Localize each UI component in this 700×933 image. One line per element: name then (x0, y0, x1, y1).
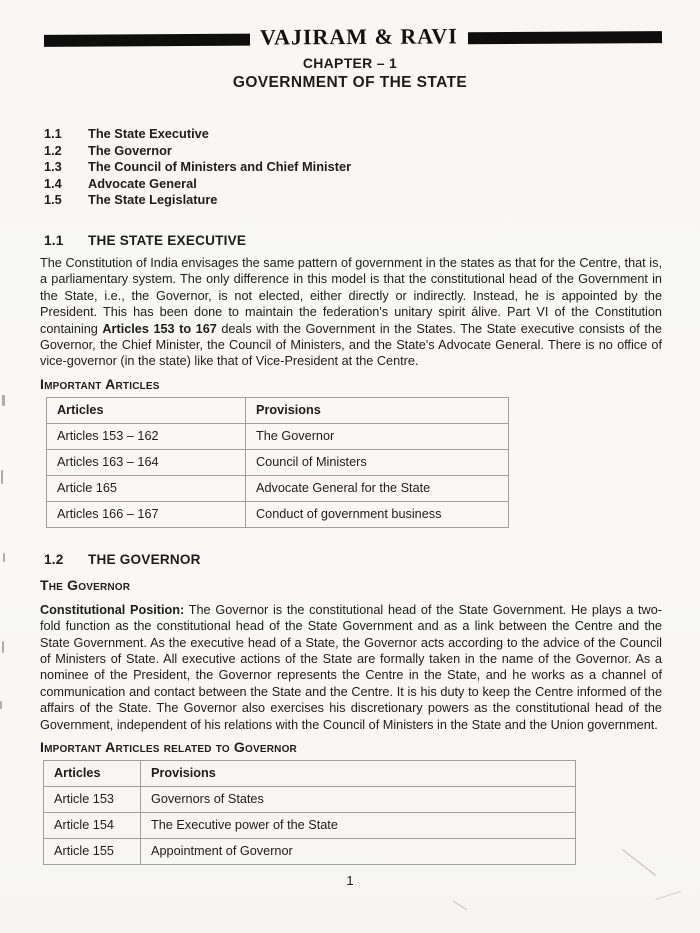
table-row (47, 475, 509, 501)
provisions-column-header: Provisions (141, 761, 576, 787)
masthead (44, 24, 662, 54)
scan-scratch (453, 901, 467, 910)
masthead-right-bar (468, 31, 662, 44)
section-heading-1-2 (44, 552, 662, 567)
table-row (47, 501, 509, 527)
toc-item (44, 192, 662, 209)
toc-item-label: The State Executive (88, 126, 209, 141)
paragraph-text: The Governor is the constitutional head of the State Government. He plays a two-fold function as the constitutional head of the State Government and as a link between the Centre and the State Government. As the executive head of a State, the Governor acts according to the advice of the Council of Ministers of State. All executive actions of the State are formally taken in the name of the Governor. As a nominee of the President, the Governor represents the Centre in the State, and he works as a channel of communication and contact between the State and the Centre. It is his duty to keep the Centre informed of the affairs of the State. The Governor also exercises his discretionary powers as the constitutional head of the Government, independent of his relations with the Council of Ministers in the State and the Union government. (40, 602, 662, 732)
table-header-row (47, 397, 509, 423)
page-number: 1 (346, 873, 354, 889)
scan-artifact (0, 701, 2, 709)
article-cell: Articles 163 – 164 (47, 449, 246, 475)
article-cell: Articles 166 – 167 (47, 501, 246, 527)
section-number: 1.1 (44, 232, 64, 248)
important-articles-label: Important Articles (40, 375, 160, 392)
toc-item-number: 1.1 (44, 126, 62, 141)
toc-item-label: The Council of Ministers and Chief Minister (88, 159, 352, 175)
masthead-left-bar (44, 34, 250, 47)
scan-scratch (655, 891, 680, 900)
table-row (44, 839, 576, 865)
article-cell: Article 155 (44, 839, 141, 865)
governor-articles-table (43, 760, 576, 865)
toc-item-label: The Governor (88, 142, 172, 158)
provision-cell: Council of Ministers (246, 449, 509, 475)
articles-column-header: Articles (47, 397, 246, 423)
article-cell: Article 153 (44, 787, 141, 813)
scan-artifact (3, 553, 5, 562)
toc-item (44, 126, 662, 143)
toc-item (44, 159, 662, 176)
provisions-column-header: Provisions (246, 397, 509, 423)
publisher-brand: VAJIRAM & RAVI (259, 23, 458, 50)
articles-column-header: Articles (44, 761, 141, 787)
toc-item-label: Advocate General (88, 175, 197, 191)
article-cell: Articles 153 – 162 (47, 423, 246, 449)
section-title: THE GOVERNOR (88, 551, 201, 567)
provision-cell: Conduct of government business (246, 501, 509, 527)
the-governor-subheading: The Governor (40, 576, 131, 593)
section-1-1-paragraph (40, 255, 662, 370)
provision-cell: Advocate General for the State (246, 475, 509, 501)
scan-artifact (2, 395, 5, 406)
toc-item (44, 176, 662, 193)
provision-cell: The Governor (246, 423, 509, 449)
chapter-heading: CHAPTER – 1 (302, 55, 398, 71)
section-1-2-paragraph (40, 602, 662, 733)
scan-scratch (622, 849, 656, 876)
section-title: THE STATE EXECUTIVE (88, 232, 247, 248)
paragraph-bold-text: Articles 153 to 167 (102, 321, 217, 336)
article-cell: Article 154 (44, 813, 141, 839)
section-heading-1-1 (44, 233, 662, 248)
table-row (47, 423, 509, 449)
paragraph-bold-lead: Constitutional Position: (40, 602, 185, 617)
paragraph-text: deals with the Government in the States. The State executive consists of the Governor, the Chief Minister, the Council of Ministers, and the State's Advocate General. There is no office of vice-governor (in the state) like that of Vice-President at the Centre. (40, 321, 662, 369)
table-of-contents (44, 126, 662, 209)
provision-cell: Governors of States (141, 787, 576, 813)
governor-articles-label: Important Articles related to Governor (40, 739, 297, 756)
table-row (44, 813, 576, 839)
provision-cell: The Executive power of the State (141, 813, 576, 839)
toc-item-number: 1.5 (44, 192, 62, 208)
paragraph-text: The Constitution of India envisages the same pattern of government in the states as that for the Centre, that is, a parliamentary system. The only difference in this model is that the constitutional head of the Government in the State, i.e., the Governor, is not elected, either directly or indirectly. Instead, he is appointed by the President. This has been done to maintain the federation's unitary spirit álive. Part VI of the Constitution containing (40, 255, 662, 336)
toc-item (44, 143, 662, 160)
page-title: GOVERNMENT OF THE STATE (232, 74, 468, 91)
table-row (44, 787, 576, 813)
provision-cell: Appointment of Governor (141, 839, 576, 865)
toc-item-label: The State Legislature (88, 192, 218, 208)
scan-artifact (1, 470, 3, 484)
table-header-row (44, 761, 576, 787)
table-row (47, 449, 509, 475)
section-number: 1.2 (44, 551, 64, 567)
toc-item-number: 1.4 (44, 175, 62, 191)
toc-item-number: 1.2 (44, 142, 62, 158)
toc-item-number: 1.3 (44, 159, 62, 175)
article-cell: Article 165 (47, 475, 246, 501)
important-articles-table (46, 397, 509, 528)
scan-artifact (2, 641, 4, 653)
